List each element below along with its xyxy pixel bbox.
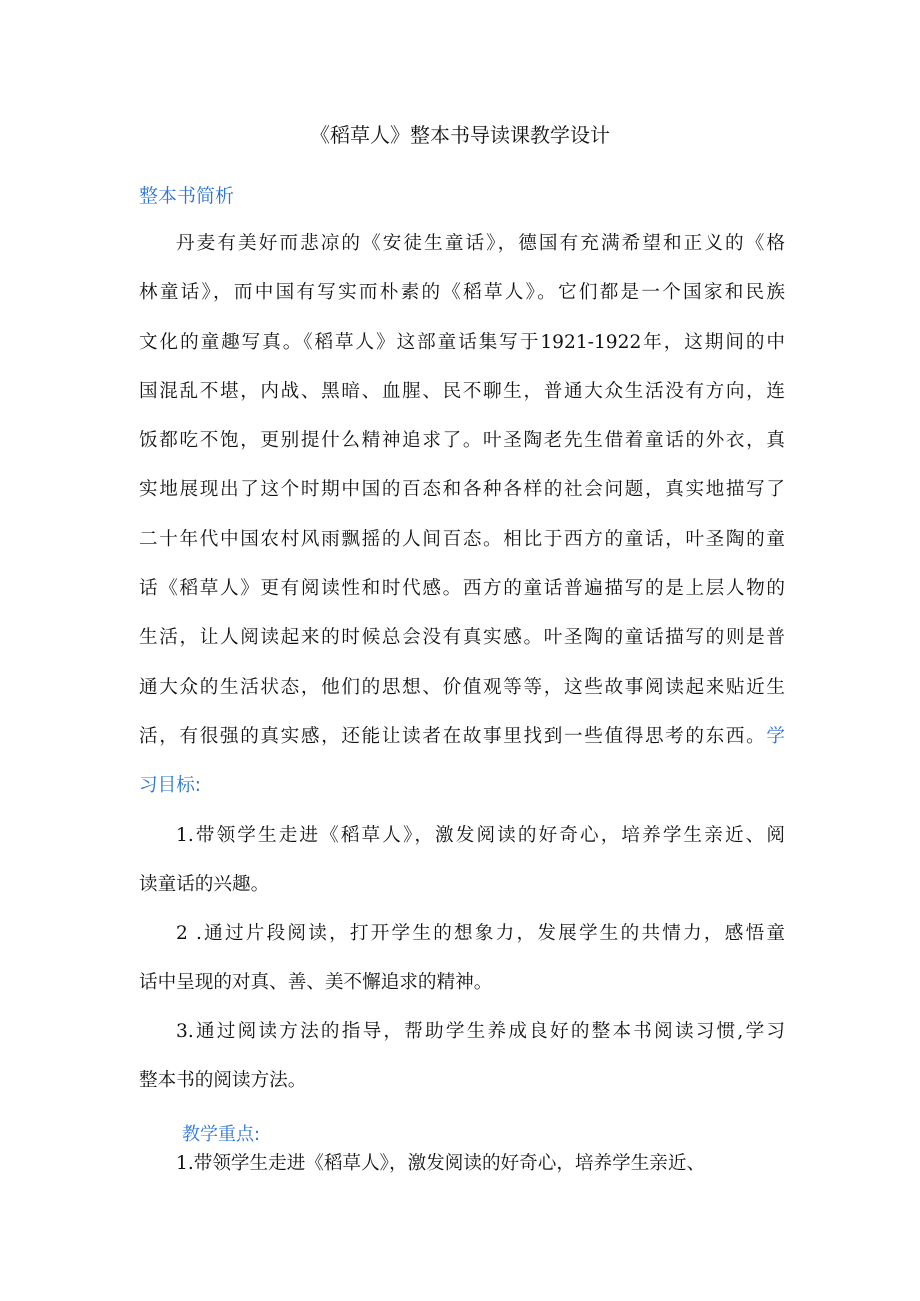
- paragraph-line: 林童话》，而中国有写实而朴素的《稻草人》。它们都是一个国家和民族: [139, 282, 785, 304]
- paragraph-line: 国混乱不堪，内战、黑暗、血腥、民不聊生，普通大众生活没有方向，连: [139, 380, 785, 402]
- goal-line: 读童话的兴趣。: [139, 874, 270, 896]
- analysis-paragraph: [139, 219, 785, 811]
- paragraph-line: 通大众的生活状态，他们的思想、价值观等等，这些故事阅读起来贴近生: [139, 676, 785, 698]
- goal-line: 整本书的阅读方法。: [139, 1070, 307, 1092]
- section-heading-goals-part1: 学: [766, 725, 785, 747]
- goal-item-1: [139, 811, 785, 910]
- goal-line: 1.带领学生走进《稻草人》，激发阅读的好奇心，培养学生亲近、阅: [176, 825, 785, 846]
- section-heading-analysis: 整本书简析: [139, 185, 235, 207]
- paragraph-line-text: 活，有很强的真实感，还能让读者在故事里找到一些值得思考的东西。: [139, 725, 767, 747]
- section-heading-key-points: 教学重点:: [182, 1124, 261, 1145]
- key-point-line: 1.带领学生走进《稻草人》，激发阅读的好奇心，培养学生亲近、: [176, 1153, 706, 1174]
- paragraph-line: [139, 712, 785, 761]
- paragraph-line: 话《稻草人》更有阅读性和时代感。西方的童话普遍描写的是上层人物的: [139, 578, 785, 600]
- goal-line: 3.通过阅读方法的指导，帮助学生养成良好的整本书阅读习惯,学习: [176, 1021, 785, 1042]
- goal-item-2: [139, 909, 785, 1008]
- goal-line: 话中呈现的对真、善、美不懈追求的精神。: [139, 972, 493, 994]
- paragraph-line: 生活，让人阅读起来的时候总会没有真实感。叶圣陶的童话描写的则是普: [139, 627, 785, 649]
- section-heading-goals-part2: 习目标:: [139, 775, 202, 797]
- paragraph-line: 实地展现出了这个时期中国的百态和各种各样的社会问题，真实地描写了: [139, 479, 785, 501]
- paragraph-line: 丹麦有美好而悲凉的《安徒生童话》，德国有充满希望和正义的《格: [176, 233, 785, 254]
- key-point-item-1: [176, 1139, 796, 1188]
- goal-item-3: [139, 1007, 785, 1106]
- paragraph-line: 文化的童趣写真。《稻草人》这部童话集写于1921-1922年，这期间的中: [139, 331, 785, 353]
- paragraph-line: 饭都吃不饱，更别提什么精神追求了。叶圣陶老先生借着童话的外衣，真: [139, 430, 785, 452]
- paragraph-line: 二十年代中国农村风雨飘摇的人间百态。相比于西方的童话，叶圣陶的童: [139, 528, 785, 550]
- goal-line: 2 .通过片段阅读，打开学生的想象力，发展学生的共情力，感悟童: [176, 923, 785, 944]
- document-title: 《稻草人》整本书导读课教学设计: [310, 123, 610, 147]
